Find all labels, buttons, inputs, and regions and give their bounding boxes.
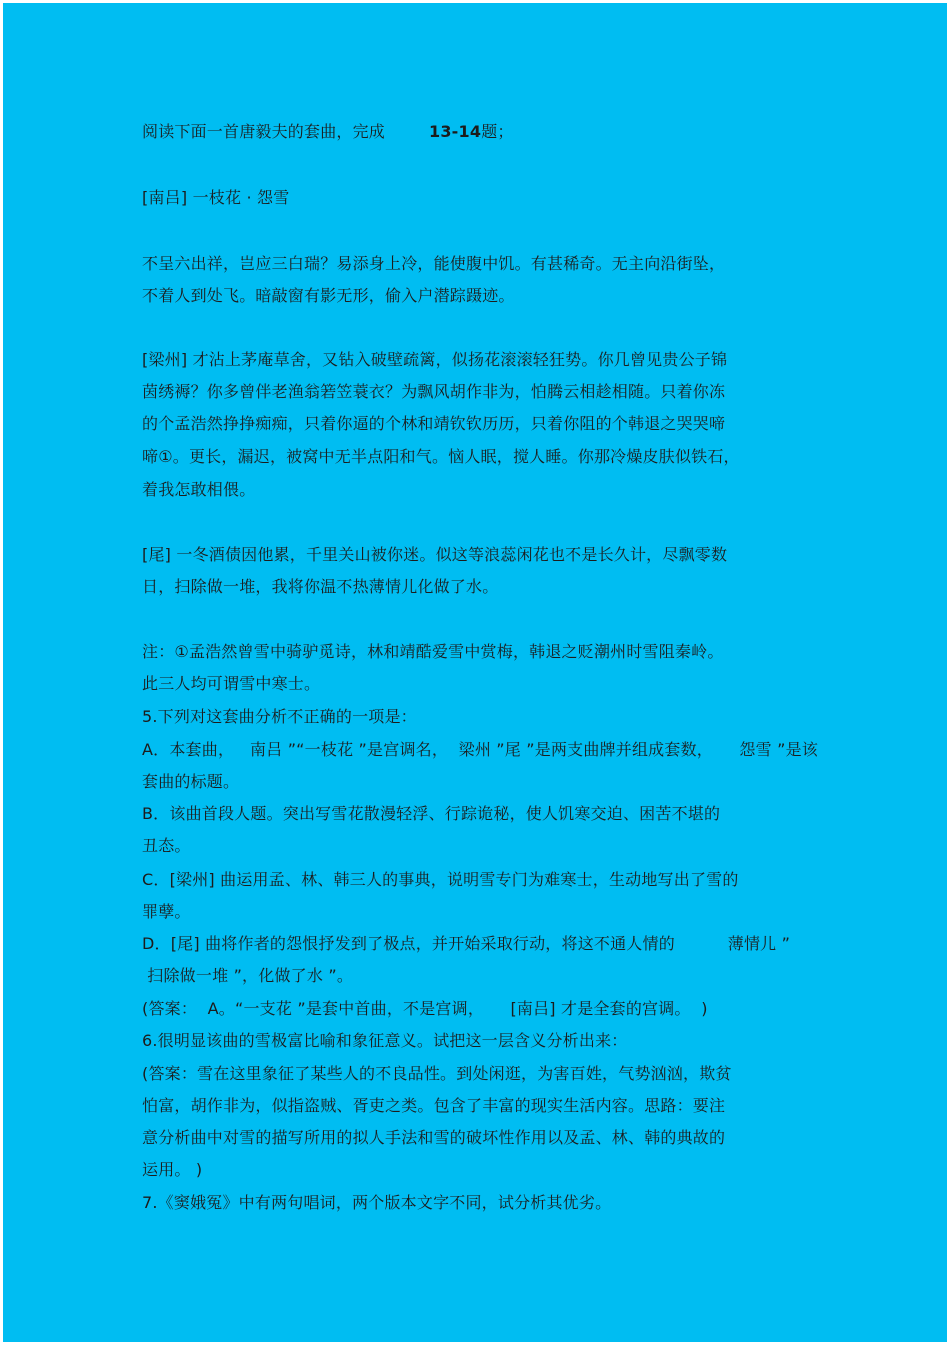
question-line: D．[尾] 曲将作者的怨恨抒发到了极点，并开始采取行动，将这不通人情的 薄情儿 ” [142, 934, 791, 953]
intro-line [142, 122, 514, 142]
question-line: 扫除做一堆 ”，化做了水 ”。 [142, 966, 354, 985]
section3-line: [尾] 一冬酒债因他累，千里关山被你迷。似这等浪蕊闲花也不是长久计，尽飘零数 [142, 545, 728, 564]
question-line: 7.《窦娥冤》中有两句唱词，两个版本文字不同，试分析其优劣。 [142, 1193, 612, 1212]
intro-suffix: 题； [481, 122, 514, 141]
answer-line: (答案： A。“一支花 ”是套中首曲，不是宫调， [南吕] 才是全套的宫调。 ) [142, 999, 708, 1018]
question-range: 13-14 [429, 122, 482, 141]
section1-line: 不着人到处飞。暗敲窗有影无形，偷入户潜踪蹑迹。 [142, 286, 515, 305]
question-line: 罪孽。 [142, 902, 191, 921]
section2-line: 啼①。更长，漏迟，被窝中无半点阳和气。恼人眠，搅人睡。你那冷燥皮肤似铁石， [142, 447, 740, 466]
answer-line: (答案：雪在这里象征了某些人的不良品性。到处闲逛，为害百姓，气势汹汹，欺贫 [142, 1064, 732, 1083]
section2-line: [梁州] 才沾上茅庵草舍，又钻入破壁疏篱，似扬花滚滚轻狂势。你几曾见贵公子锦 [142, 350, 728, 369]
note-line: 注：①孟浩然曾雪中骑驴觅诗，林和靖酷爱雪中赏梅，韩退之贬潮州时雪阻秦岭。 [142, 642, 724, 661]
question-line: 6.很明显该曲的雪极富比喻和象征意义。试把这一层含义分析出来： [142, 1031, 628, 1050]
question-line: 5.下列对这套曲分析不正确的一项是： [142, 707, 417, 726]
answer-line: 怕富，胡作非为，似指盗贼、胥吏之类。包含了丰富的现实生活内容。思路：要注 [142, 1096, 726, 1115]
section2-line: 着我怎敢相偎。 [142, 480, 256, 499]
section2-line: 茵绣褥？你多曾伴老渔翁箬笠蓑衣？为飘风胡作非为，怕腾云相趁相随。只着你冻 [142, 382, 726, 401]
section3-line: 日，扫除做一堆，我将你温不热薄情儿化做了水。 [142, 577, 499, 596]
poem-title: [南吕] 一枝花 · 怨雪 [142, 188, 290, 207]
section2-line: 的个孟浩然挣挣痴痴，只着你逼的个林和靖钦钦历历，只着你阻的个韩退之哭哭啼 [142, 414, 726, 433]
section1-line: 不呈六出祥，岂应三白瑞？易添身上冷，能使腹中饥。有甚稀奇。无主向沿街坠， [142, 254, 726, 273]
question-line: 套曲的标题。 [142, 772, 240, 791]
question-line: C．[梁州] 曲运用孟、林、韩三人的事典，说明雪专门为难寒士，生动地写出了雪的 [142, 870, 739, 889]
note-line: 此三人均可谓雪中寒士。 [142, 674, 321, 693]
intro-text: 阅读下面一首唐毅夫的套曲，完成 [142, 122, 386, 141]
question-line: B．该曲首段人题。突出写雪花散漫轻浮、行踪诡秘，使人饥寒交迫、困苦不堪的 [142, 804, 721, 823]
question-line: A．本套曲， 南吕 ”“一枝花 ”是宫调名， 梁州 ”尾 ”是两支曲牌并组成套数， 怨雪 ”是该 [142, 740, 818, 759]
answer-line: 运用。 ) [142, 1160, 203, 1179]
answer-line: 意分析曲中对雪的描写所用的拟人手法和雪的破坏性作用以及孟、林、韩的典故的 [142, 1128, 726, 1147]
question-line: 丑态。 [142, 836, 191, 855]
